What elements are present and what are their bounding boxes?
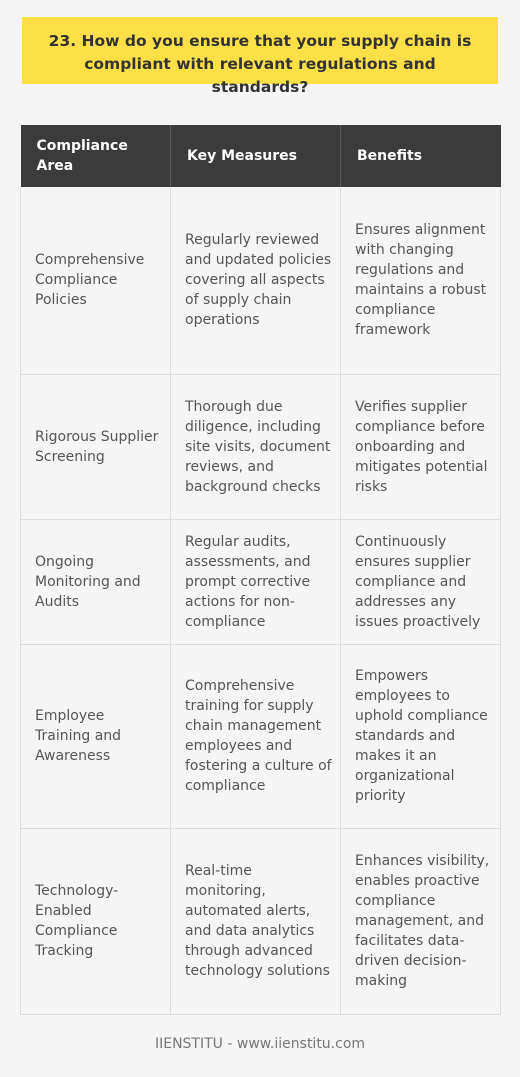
page-title: 23. How do you ensure that your supply chain is compliant with relevant regulations and standards? — [48, 32, 472, 96]
table-row — [21, 828, 501, 1014]
table-row — [21, 187, 501, 374]
column-header-compliance-area: Compliance Area — [21, 125, 171, 187]
table-row — [21, 374, 501, 519]
column-header-key-measures: Key Measures — [171, 125, 341, 187]
table-header-row — [21, 125, 501, 187]
title-banner — [22, 17, 498, 96]
cell-benefits: Verifies supplier compliance before onboarding and mitigates potential risks — [341, 374, 501, 519]
cell-compliance-area: Comprehensive Compliance Policies — [21, 187, 171, 374]
compliance-table — [20, 125, 501, 1015]
cell-compliance-area: Technology-Enabled Compliance Tracking — [21, 828, 171, 1014]
cell-key-measures: Thorough due diligence, including site visits, document reviews, and background checks — [171, 374, 341, 519]
cell-benefits: Continuously ensures supplier compliance and addresses any issues proactively — [341, 519, 501, 644]
cell-key-measures: Real-time monitoring, automated alerts, and data analytics through advanced technology solutions — [171, 828, 341, 1014]
table-row — [21, 644, 501, 828]
cell-benefits: Enhances visibility, enables proactive compliance management, and facilitates data-driven decision-making — [341, 828, 501, 1014]
cell-key-measures: Comprehensive training for supply chain management employees and fostering a culture of compliance — [171, 644, 341, 828]
cell-benefits: Ensures alignment with changing regulations and maintains a robust compliance framework — [341, 187, 501, 374]
cell-benefits: Empowers employees to uphold compliance standards and makes it an organizational priority — [341, 644, 501, 828]
footer-credit: IIENSTITU - www.iienstitu.com — [154, 1036, 366, 1052]
cell-compliance-area: Employee Training and Awareness — [21, 644, 171, 828]
cell-compliance-area: Ongoing Monitoring and Audits — [21, 519, 171, 644]
cell-key-measures: Regularly reviewed and updated policies covering all aspects of supply chain operations — [171, 187, 341, 374]
table-row — [21, 519, 501, 644]
cell-key-measures: Regular audits, assessments, and prompt corrective actions for non-compliance — [171, 519, 341, 644]
column-header-benefits: Benefits — [341, 125, 501, 187]
cell-compliance-area: Rigorous Supplier Screening — [21, 374, 171, 519]
